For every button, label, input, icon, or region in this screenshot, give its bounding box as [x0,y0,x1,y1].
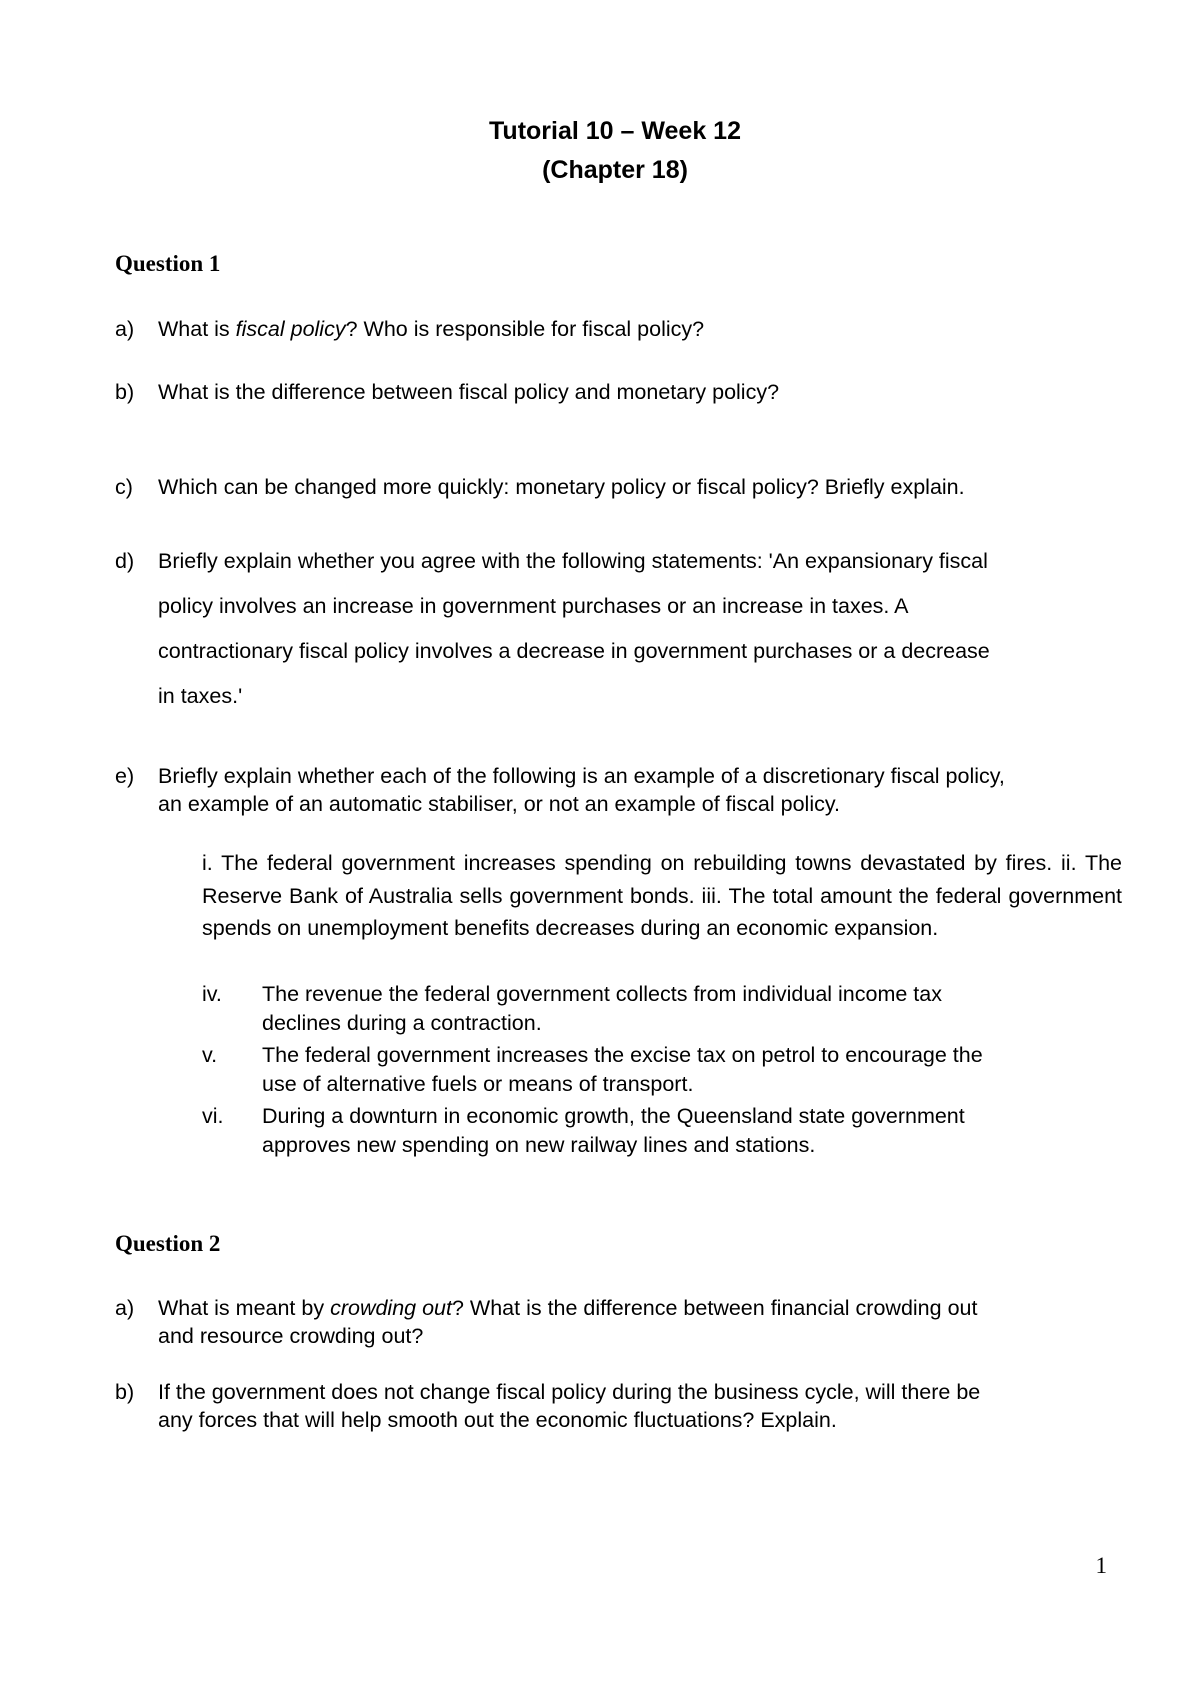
roman-numeral: iv. [202,982,222,1006]
item-text-line: If the government does not change fiscal policy during the business cycle, will there be [158,1380,981,1404]
term-fiscal-policy: fiscal policy [235,317,346,341]
roman-numeral: vi. [202,1104,224,1128]
question-1-e-paragraph: i. The federal government increases spending on rebuilding towns devastated by fires. ii. The Reserve Bank of Australia sells government bonds. iii. The total amount the federal government spends on unemployment benefits decreases during an economic expansion. [202,851,1122,940]
item-text-line: in taxes.' [158,684,243,708]
item-text-line: an example of an automatic stabiliser, or not an example of fiscal policy. [158,792,840,816]
item-text-line: contractionary fiscal policy involves a decrease in government purchases or a decrease [158,639,990,663]
item-label: b) [115,1380,135,1404]
item-label: a) [115,1296,135,1320]
item-label: e) [115,764,135,788]
page-subtitle: (Chapter 18) [542,156,688,184]
question-2-heading: Question 2 [115,1231,221,1256]
item-label: c) [115,475,133,499]
item-text-line: policy involves an increase in government purchases or an increase in taxes. A [158,594,909,618]
item-label: a) [115,317,135,341]
page-title: Tutorial 10 – Week 12 [489,117,741,145]
item-text: Which can be changed more quickly: monetary policy or fiscal policy? Briefly explain. [158,475,965,499]
document-page: Tutorial 10 – Week 12 (Chapter 18) Question 1 a) What is fiscal policy? Who is responsible for fiscal policy? b) What is the difference between fiscal policy and monetary policy? c) Which can be changed more quickly: monetary policy or fiscal policy? Briefly explain. d) Briefly explain whether you agree with the following statements: 'An expansionary fiscal policy involves an increase in government purchases or an increase in taxes. A contractionary fiscal policy involves a decrease in government purchases or a decrease in taxes.' e) Briefly explain whether each of the following is an example of a discretionary fiscal policy, an example of an automatic stabiliser, or not an example of fiscal policy. i. The federal government increases spending on rebuilding towns devastated by fires. ii. The Reserve Bank of Australia sells government bonds. iii. The total amount the federal government spends on unemployment benefits decreases during an economic expansion. iv. The revenue the federal government collects from individual income tax declines during a contraction. v. The federal government increases the excise tax on petrol to encourage the use of alternative fuels or means of transport. vi. During a downturn in economic growth, the Queensland state government approves new spending on new railway lines and stations. Question 2 a) What is meant by crowding out? What is the difference between financial crowding out and resource crowding out? b) If the government does not change fiscal policy during the business cycle, will there be any forces that will help smooth out the economic fluctuations? Explain. 1 [0,0,1200,1698]
item-text-line: Briefly explain whether each of the following is an example of a discretionary fiscal policy, [158,764,1005,788]
question-1-heading: Question 1 [115,251,221,276]
item-text-line: Briefly explain whether you agree with the following statements: 'An expansionary fiscal [158,549,988,573]
page-number: 1 [1095,1553,1107,1578]
item-label: d) [115,549,135,573]
item-text-line: and resource crowding out? [158,1324,424,1348]
item-text: What is the difference between fiscal policy and monetary policy? [158,380,780,404]
roman-numeral: v. [202,1043,218,1067]
item-label: b) [115,380,135,404]
item-text-line: any forces that will help smooth out the economic fluctuations? Explain. [158,1408,837,1432]
term-crowding-out: crowding out [330,1296,452,1320]
